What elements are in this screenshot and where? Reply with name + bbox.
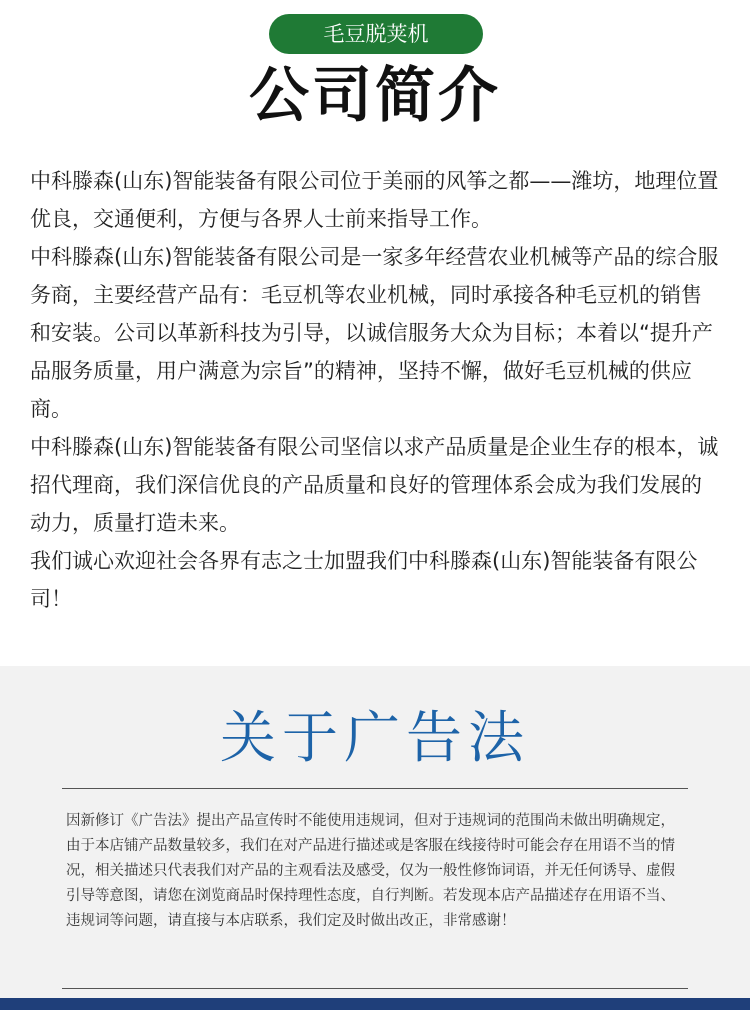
ad-law-section	[0, 666, 750, 1010]
product-badge: 毛豆脱荚机	[269, 14, 483, 54]
divider	[62, 788, 688, 789]
intro-paragraph: 中科滕森(山东)智能装备有限公司坚信以求产品质量是企业生存的根本，诚招代理商，我们深信优良的产品质量和良好的管理体系会成为我们发展的动力，质量打造未来。	[30, 435, 719, 535]
ad-law-title: 关于广告法	[220, 706, 530, 771]
page-title: 公司简介	[249, 61, 501, 131]
divider	[62, 988, 688, 989]
intro-paragraph: 中科滕森(山东)智能装备有限公司位于美丽的风筝之都——潍坊，地理位置优良，交通便利，方便与各界人士前来指导工作。	[30, 169, 719, 231]
footer-bar	[0, 998, 750, 1010]
ad-law-text: 因新修订《广告法》提出产品宣传时不能使用违规词，但对于违规词的范围尚未做出明确规定，由于本店铺产品数量较多，我们在对产品进行描述或是客服在线接待时可能会存在用语不当的情况，相关描述只代表我们对产品的主观看法及感受，仅为一般性修饰词语，并无任何诱导、虚假引导等意图，请您在浏览商品时保持理性态度，自行判断。若发现本店产品描述存在用语不当、违规词等问题，请直接与本店联系，我们定及时做出改正，非常感谢！	[66, 813, 675, 929]
intro-paragraph: 中科滕森(山东)智能装备有限公司是一家多年经营农业机械等产品的综合服务商，主要经营产品有：毛豆机等农业机械，同时承接各种毛豆机的销售和安装。公司以革新科技为引导，以诚信服务大众为目标；本着以“提升产品服务质量，用户满意为宗旨”的精神，坚持不懈，做好毛豆机械的供应商。	[30, 245, 719, 421]
intro-paragraph: 我们诚心欢迎社会各界有志之士加盟我们中科滕森(山东)智能装备有限公司！	[30, 549, 698, 611]
intro-text	[30, 162, 720, 618]
